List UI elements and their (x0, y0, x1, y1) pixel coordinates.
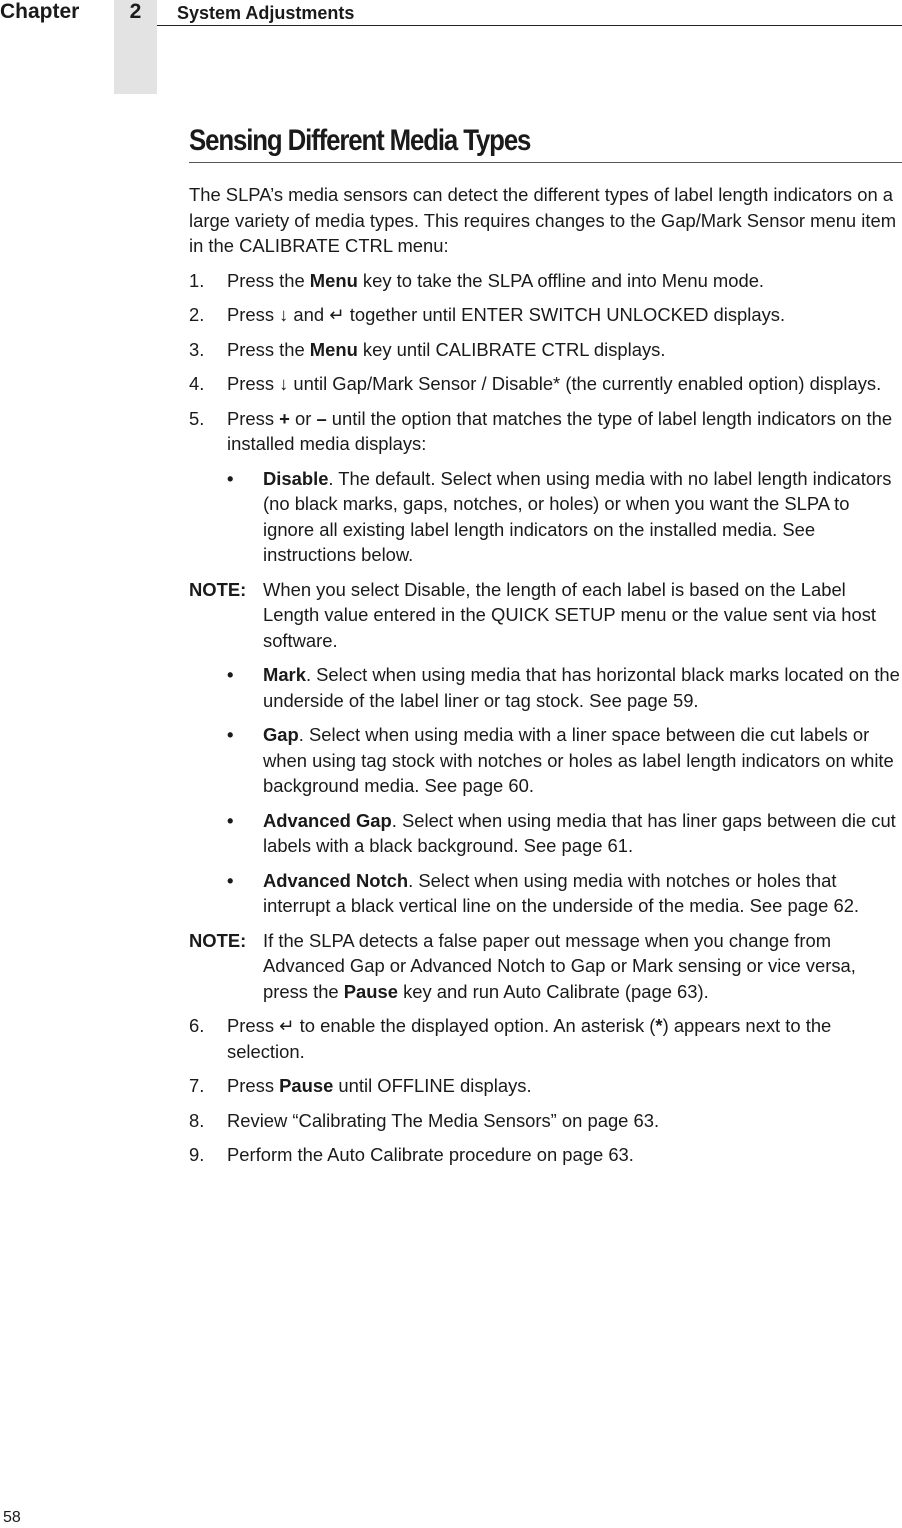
bullet-icon: • (227, 467, 234, 489)
key-name-menu: Menu (309, 338, 358, 360)
option-name: Advanced Gap (263, 809, 392, 831)
step-9 (189, 1142, 901, 1168)
option-description: . Select when using media with notches or holes that interrupt a black vertical line on the underside of the media. See page 62. (263, 869, 860, 916)
step-text: Review “Calibrating The Media Sensors” on page 63. (227, 1109, 660, 1131)
step-3 (189, 337, 901, 363)
chapter-number: 2 (129, 0, 142, 23)
step-text: Press ↵ to enable the displayed option. An asterisk ( (227, 1015, 656, 1036)
asterisk-symbol: * (655, 1015, 663, 1036)
step-number: 6. (189, 1015, 205, 1036)
note-text: key and run Auto Calibrate (page 63). (397, 980, 709, 1002)
key-name-minus: – (316, 407, 327, 429)
step-text: Press ↓ and ↵ together until ENTER SWITCH UNLOCKED displays. (227, 304, 786, 325)
section-divider (189, 162, 902, 163)
step-text: Press (227, 407, 280, 429)
step-number: 4. (189, 373, 205, 394)
step-number: 2. (189, 304, 205, 325)
step-1 (189, 268, 901, 294)
page-number: 58 (3, 1509, 21, 1526)
running-header-title: System Adjustments (177, 3, 355, 23)
option-description: . Select when using media with a liner space between die cut labels or when using tag stock with notches or holes as label length indicators on white background media. See page 60. (263, 724, 894, 796)
option-name: Advanced Notch (263, 869, 409, 891)
step-5 (189, 406, 901, 457)
option-description: . Select when using media that has horizontal black marks located on the underside of the label liner or tag stock. See page 59. (263, 664, 900, 711)
option-advanced-gap (189, 808, 901, 859)
bullet-icon: • (227, 809, 234, 831)
option-description: . The default. Select when using media with no label length indicators (no black marks, gaps, notches, or holes) or when you want the SLPA to ignore all existing label length indicators on the installed media. See instructions below. (263, 467, 892, 565)
option-advanced-notch (189, 868, 901, 919)
step-text: until OFFLINE displays. (333, 1075, 532, 1096)
key-name-menu: Menu (309, 269, 358, 291)
option-mark (189, 662, 901, 713)
step-text: Press the (227, 338, 310, 360)
note-text: When you select Disable, the length of each label is based on the Label Length value entered in the QUICK SETUP menu or the value sent via host software. (263, 578, 877, 651)
step-number: 3. (189, 338, 205, 360)
note-2 (189, 928, 901, 1005)
step-text: key until CALIBRATE CTRL displays. (357, 338, 666, 360)
key-name-pause: Pause (343, 980, 398, 1002)
bullet-icon: • (227, 869, 234, 891)
step-number: 7. (189, 1075, 205, 1096)
step-8 (189, 1108, 901, 1134)
note-label: NOTE: (189, 578, 247, 600)
header-divider (157, 25, 902, 26)
step-6 (189, 1013, 901, 1064)
option-disable (189, 466, 901, 568)
step-number: 8. (189, 1109, 205, 1131)
note-text: If the SLPA detects a false paper out message when you change from Advanced Gap or Advanced Notch to Gap or Mark sensing or vice versa, press the (263, 929, 856, 1002)
step-text: Press ↓ until Gap/Mark Sensor / Disable* (the currently enabled option) displays. (227, 373, 882, 394)
intro-paragraph: The SLPA’s media sensors can detect the different types of label length indicators on a large variety of media types. This requires changes to the Gap/Mark Sensor menu item in the CALIBRATE CTRL menu: (189, 184, 897, 256)
section-title: Sensing Different Media Types (189, 124, 531, 157)
page-body (189, 182, 901, 1177)
option-description: . Select when using media that has liner gaps between die cut labels with a black background. See page 61. (263, 809, 896, 856)
key-name-plus: + (279, 407, 290, 429)
step-number: 9. (189, 1144, 205, 1165)
bullet-icon: • (227, 664, 234, 685)
note-label: NOTE: (189, 929, 247, 951)
step-4 (189, 371, 901, 397)
step-2 (189, 302, 901, 328)
option-name: Disable (263, 467, 329, 489)
option-name: Mark (263, 664, 306, 685)
option-name: Gap (263, 724, 299, 745)
note-1 (189, 577, 901, 654)
step-text: until the option that matches the type of label length indicators on the installed media displays: (227, 407, 893, 454)
option-gap (189, 722, 901, 799)
key-name-pause: Pause (279, 1075, 334, 1096)
bullet-icon: • (227, 724, 234, 745)
step-number: 1. (189, 269, 205, 291)
step-text: or (289, 407, 317, 429)
step-7 (189, 1073, 901, 1099)
step-text: Press (227, 1075, 280, 1096)
step-text: key to take the SLPA offline and into Menu mode. (357, 269, 765, 291)
step-text: Press the (227, 269, 310, 291)
chapter-label: Chapter (0, 0, 80, 23)
step-text: Perform the Auto Calibrate procedure on page 63. (227, 1144, 634, 1165)
step-number: 5. (189, 407, 205, 429)
step-text: ) appears next to the selection. (227, 1015, 832, 1062)
chapter-tab (114, 0, 157, 94)
